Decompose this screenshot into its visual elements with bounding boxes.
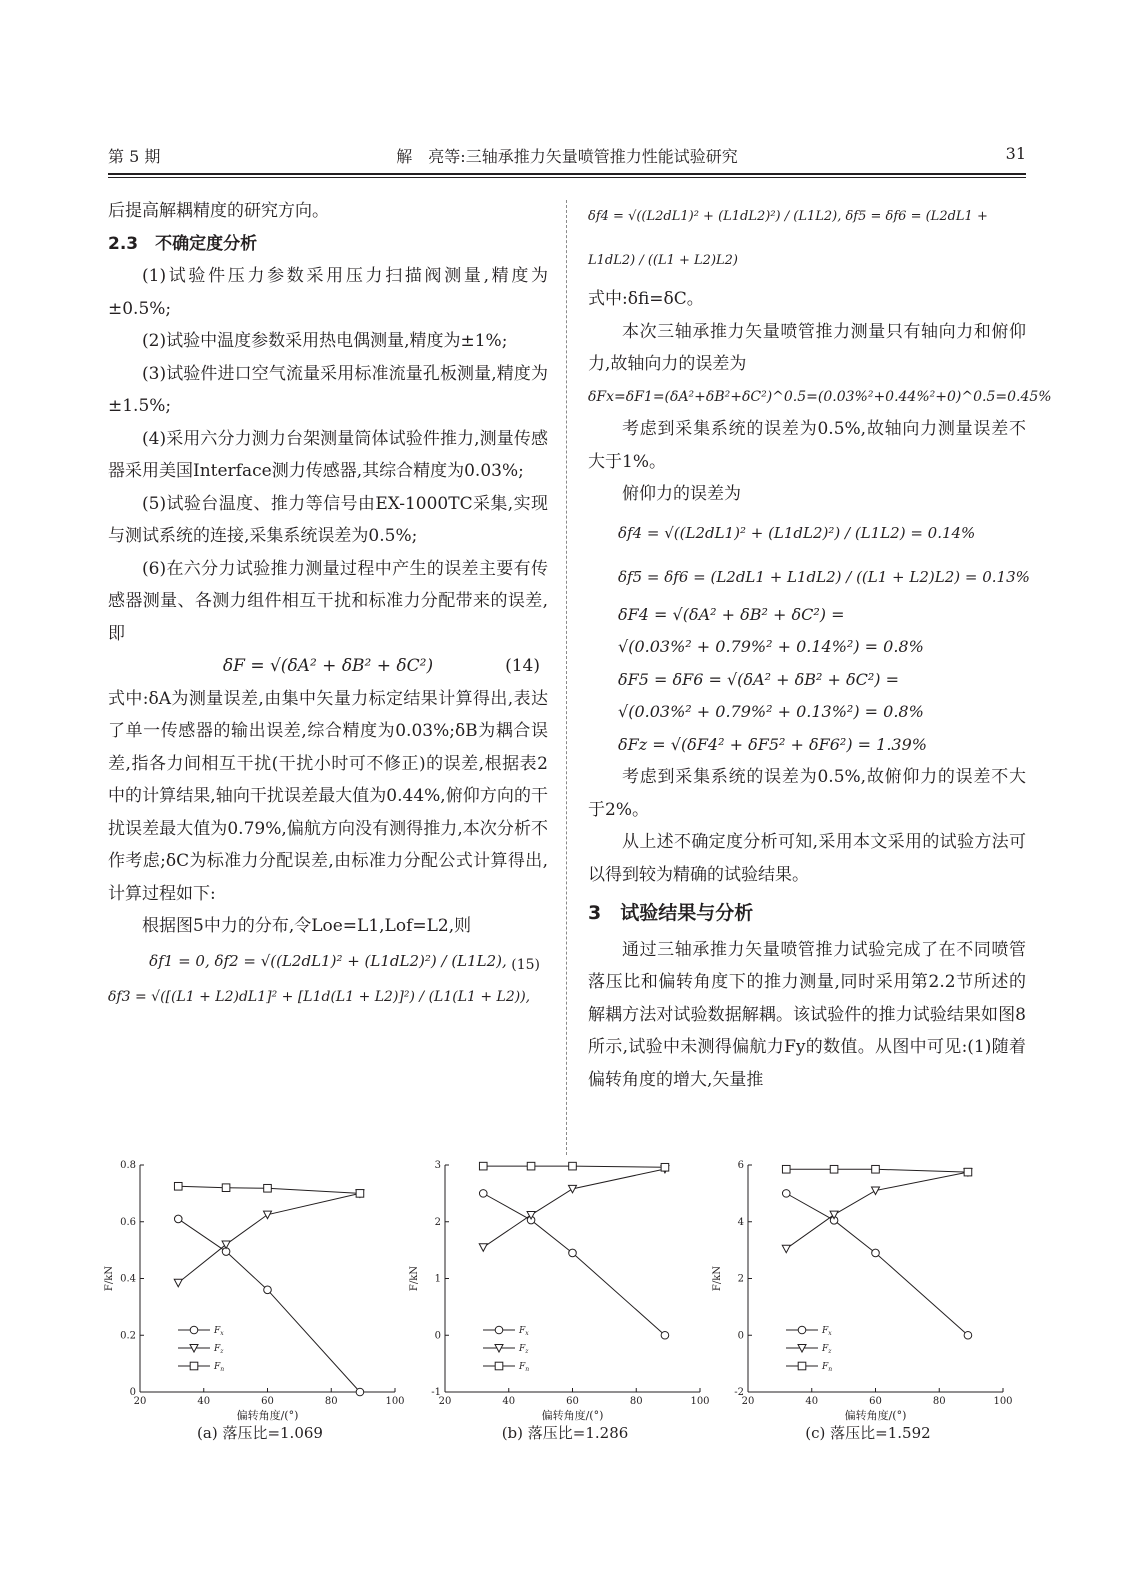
right-column — [588, 195, 1052, 1096]
data-point-Fn — [264, 1184, 272, 1192]
x-tick-label: 40 — [502, 1396, 516, 1407]
header-rule-thin — [108, 177, 1026, 178]
data-point-Fz — [264, 1211, 272, 1219]
y-tick-label: 2 — [737, 1273, 744, 1285]
legend-label: $F_x$ — [519, 1326, 529, 1337]
list-item: (1)试验件压力参数采用压力扫描阀测量,精度为±0.5%; — [108, 266, 548, 319]
data-point-Fx — [569, 1249, 577, 1257]
figure-8 — [100, 1150, 1030, 1450]
equation-f4-f5: δf4 = √((L2dL1)² + (L1dL2)²) / (L1L2), δf5 = δf6 = (L2dL1 + L1dL2) / ((L1 + L2)L2) — [588, 209, 988, 268]
data-point-Fx — [174, 1215, 182, 1223]
data-point-Fx — [782, 1190, 790, 1198]
data-point-Fn — [479, 1162, 487, 1170]
legend-label: $F_n$ — [822, 1362, 833, 1373]
header-rule-thick — [108, 173, 1026, 175]
x-tick-label: 60 — [566, 1396, 579, 1407]
page-number: 31 — [1005, 144, 1026, 163]
series-line-Fx — [786, 1193, 968, 1335]
caption-c: (c) 落压比=1.592 — [805, 1424, 931, 1442]
data-point-Fx — [264, 1286, 272, 1294]
x-tick-label: 40 — [197, 1396, 211, 1407]
paragraph-axial: 本次三轴承推力矢量喷管推力测量只有轴向力和俯仰力,故轴向力的误差为 — [588, 321, 1026, 374]
legend-label: $F_z$ — [214, 1344, 224, 1355]
legend-label: $F_n$ — [214, 1362, 225, 1373]
data-point-Fx — [356, 1388, 364, 1396]
x-tick-label: 20 — [741, 1396, 755, 1407]
series-line-Fz — [786, 1172, 968, 1249]
equation-df5: δf5 = δf6 = (L2dL1 + L1dL2) / ((L1 + L2)L2) = 0.13% — [618, 567, 1030, 586]
x-tick-label: 60 — [261, 1396, 274, 1407]
chart-a — [100, 1150, 410, 1425]
paragraph-definitions: 式中:δA为测量误差,由集中矢量力标定结果计算得出,表达了单一传感器的输出误差,综合精度为0.03%;δB为耦合误差,指各力间相互干扰(干扰小时可不修正)的误差,根据表2中的计算结果,轴向干扰误差最大值为0.44%,俯仰方向的干扰误差最大值为0.79%,偏航方向没有测得推力,本次分析不作考虑;δC为标准力分配误差,由标准力分配公式计算得出,计算过程如下: — [108, 688, 548, 904]
section-heading-3: 3 试验结果与分析 — [588, 902, 754, 924]
legend-label: $F_n$ — [519, 1362, 530, 1373]
y-tick-label: 0.4 — [120, 1273, 136, 1285]
data-point-Fn — [782, 1165, 790, 1173]
y-tick-label: 2 — [434, 1216, 441, 1228]
y-tick-label: 0 — [737, 1330, 744, 1342]
equation-dF4-b: √(0.03%² + 0.79%² + 0.14%²) = 0.8% — [618, 637, 924, 656]
data-point-Fz — [569, 1185, 577, 1193]
y-tick-label: 0.2 — [120, 1330, 136, 1342]
data-point-Fn — [661, 1163, 669, 1171]
equation-14 — [108, 650, 548, 683]
x-axis-label: 偏转角度/(°) — [844, 1409, 907, 1422]
data-point-Fx — [872, 1249, 880, 1257]
y-axis-label: F/kN — [712, 1265, 723, 1292]
y-tick-label: 0 — [129, 1387, 136, 1398]
equation-14-number: (14) — [505, 656, 540, 676]
x-tick-label: 80 — [324, 1396, 338, 1407]
data-point-Fz — [479, 1244, 487, 1252]
data-point-Fn — [569, 1162, 577, 1170]
legend-marker — [495, 1326, 503, 1334]
equation-df4: δf4 = √((L2dL1)² + (L1dL2)²) / (L1L2) = 0.14% — [618, 523, 976, 542]
chart-b — [405, 1150, 715, 1425]
series-line-Fx — [483, 1193, 665, 1335]
y-tick-label: 6 — [737, 1160, 744, 1171]
equation-15-number: (15) — [511, 956, 540, 973]
paragraph-pitch: 俯仰力的误差为 — [622, 484, 741, 504]
paragraph-conclusion: 从上述不确定度分析可知,采用本文采用的试验方法可以得到较为精确的试验结果。 — [588, 832, 1026, 885]
data-point-Fn — [872, 1165, 880, 1173]
x-axis-label: 偏转角度/(°) — [541, 1409, 604, 1422]
y-axis-label: F/kN — [104, 1265, 115, 1292]
column-separator — [566, 200, 567, 1155]
y-tick-label: 0.6 — [120, 1216, 136, 1228]
legend-label: $F_x$ — [822, 1326, 832, 1337]
paragraph-pitch-error: 考虑到采集系统的误差为0.5%,故俯仰力的误差不大于2%。 — [588, 767, 1026, 820]
equation-dF5-b: √(0.03%² + 0.79%² + 0.13%²) = 0.8% — [618, 702, 924, 721]
data-point-Fn — [830, 1165, 838, 1173]
data-point-Fn — [174, 1182, 182, 1190]
legend-marker — [495, 1362, 503, 1370]
paragraph-note: 式中:δfi=δC。 — [588, 289, 704, 309]
equation-dF4-a: δF4 = √(δA² + δB² + δC²) = — [618, 604, 845, 624]
list-item: (6)在六分力试验推力测量过程中产生的误差主要有传感器测量、各测力组件相互干扰和标准力分配带来的误差,即 — [108, 558, 548, 644]
x-tick-label: 100 — [993, 1396, 1013, 1407]
data-point-Fx — [661, 1331, 669, 1339]
data-point-Fx — [479, 1190, 487, 1198]
legend-marker — [798, 1362, 806, 1370]
x-tick-label: 100 — [690, 1396, 710, 1407]
legend-marker — [190, 1326, 198, 1334]
equation-15a — [108, 943, 548, 979]
equation-dF5-a: δF5 = δF6 = √(δA² + δB² + δC²) = — [618, 669, 900, 689]
left-column — [108, 195, 548, 1015]
equation-fx: δFx=δF1=(δA²+δB²+δC²)^0.5=(0.03%²+0.44%²+0)^0.5=0.45% — [588, 388, 1052, 405]
data-point-Fz — [872, 1187, 880, 1195]
y-tick-label: 1 — [434, 1273, 441, 1285]
equation-15b-body: δf3 = √([(L1 + L2)dL1]² + [L1d(L1 + L2)]²) / (L1(L1 + L2)), — [108, 988, 531, 1005]
legend-marker — [798, 1326, 806, 1334]
list-item: (5)试验台温度、推力等信号由EX-1000TC采集,实现与测试系统的连接,采集系统误差为0.5%; — [108, 493, 548, 546]
chart-c — [708, 1150, 1018, 1425]
section-heading-2-3: 2.3 不确定度分析 — [108, 233, 258, 254]
running-title: 解 亮等:三轴承推力矢量喷管推力性能试验研究 — [396, 147, 738, 166]
legend-marker — [190, 1362, 198, 1370]
data-point-Fz — [782, 1245, 790, 1253]
y-tick-label: 3 — [434, 1160, 441, 1171]
paragraph-distribution: 根据图5中力的分布,令Loe=L1,Lof=L2,则 — [142, 916, 472, 936]
data-point-Fn — [222, 1184, 230, 1192]
caption-b: (b) 落压比=1.286 — [501, 1424, 629, 1442]
running-header — [108, 140, 1026, 170]
x-tick-label: 100 — [385, 1396, 405, 1407]
x-axis-label: 偏转角度/(°) — [236, 1409, 299, 1422]
x-tick-label: 20 — [133, 1396, 147, 1407]
paragraph-intro: 后提高解耦精度的研究方向。 — [108, 201, 329, 221]
data-point-Fz — [174, 1279, 182, 1287]
y-tick-label: 0 — [434, 1330, 441, 1342]
list-item: (2)试验中温度参数采用热电偶测量,精度为±1%; — [142, 331, 508, 351]
data-point-Fn — [964, 1168, 972, 1176]
legend-label: $F_x$ — [214, 1326, 224, 1337]
paragraph-results: 通过三轴承推力矢量喷管推力试验完成了在不同喷管落压比和偏转角度下的推力测量,同时采用第2.2节所述的解耦方法对试验数据解耦。该试验件的推力试验结果如图8所示,试验中未测得偏航力Fy的数值。从图中可见:(1)随着偏转角度的增大,矢量推 — [588, 939, 1026, 1090]
equation-14-body: δF = √(δA² + δB² + δC²) — [222, 656, 434, 676]
x-tick-label: 80 — [932, 1396, 946, 1407]
x-tick-label: 40 — [805, 1396, 819, 1407]
list-item: (4)采用六分力测力台架测量筒体试验件推力,测量传感器采用美国Interface测力传感器,其综合精度为0.03%; — [108, 428, 548, 481]
paragraph-axial-error: 考虑到采集系统的误差为0.5%,故轴向力测量误差不大于1%。 — [588, 419, 1026, 472]
issue-number: 第 5 期 — [108, 147, 161, 166]
data-point-Fn — [527, 1162, 535, 1170]
equation-dFz: δFz = √(δF4² + δF5² + δF6²) = 1.39% — [618, 734, 927, 754]
caption-a: (a) 落压比=1.069 — [197, 1424, 323, 1442]
y-tick-label: 4 — [737, 1216, 744, 1228]
y-tick-label: -2 — [734, 1387, 744, 1398]
legend-label: $F_z$ — [519, 1344, 529, 1355]
x-tick-label: 20 — [438, 1396, 452, 1407]
y-tick-label: 0.8 — [120, 1160, 136, 1171]
legend-label: $F_z$ — [822, 1344, 832, 1355]
data-point-Fx — [964, 1331, 972, 1339]
x-tick-label: 80 — [629, 1396, 643, 1407]
y-tick-label: -1 — [431, 1387, 441, 1398]
x-tick-label: 60 — [869, 1396, 882, 1407]
y-axis-label: F/kN — [409, 1265, 420, 1292]
equation-15a-body: δf1 = 0, δf2 = √((L2dL1)² + (L1dL2)²) / (L1L2), — [149, 951, 507, 970]
list-item: (3)试验件进口空气流量采用标准流量孔板测量,精度为±1.5%; — [108, 363, 548, 416]
data-point-Fn — [356, 1190, 364, 1198]
